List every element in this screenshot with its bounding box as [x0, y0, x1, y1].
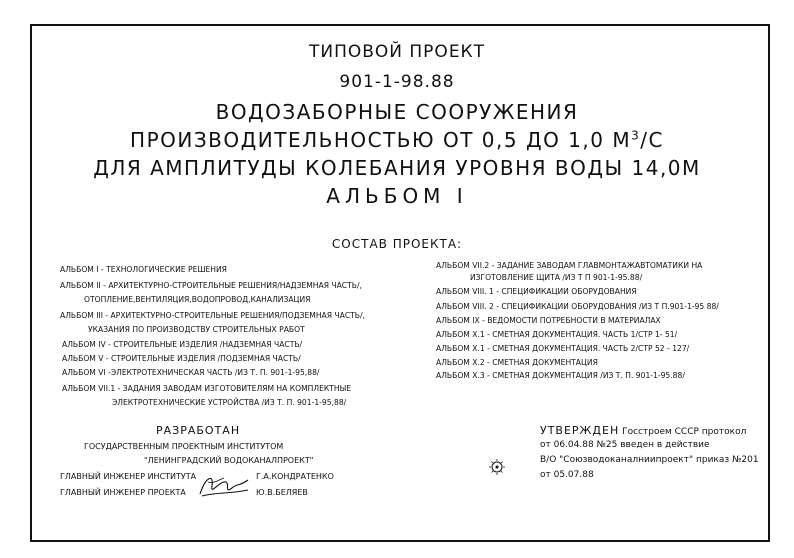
developed-heading: РАЗРАБОТАН [156, 424, 241, 437]
list-item: ОТОПЛЕНИЕ,ВЕНТИЛЯЦИЯ,ВОДОПРОВОД,КАНАЛИЗАЦИЯ [84, 295, 311, 304]
signature [196, 472, 252, 500]
list-item: АЛЬБОМ II - АРХИТЕКТУРНО-СТРОИТЕЛЬНЫЕ РЕШЕНИЯ/НАДЗЕМНАЯ ЧАСТЬ/, [60, 281, 362, 290]
list-item: УКАЗАНИЯ ПО ПРОИЗВОДСТВУ СТРОИТЕЛЬНЫХ РАБОТ [88, 325, 305, 334]
chief-engineer-label: ГЛАВНЫЙ ИНЖЕНЕР ИНСТИТУТА [60, 472, 197, 481]
list-item: АЛЬБОМ VII.2 - ЗАДАНИЕ ЗАВОДАМ ГЛАВМОНТАЖАВТОМАТИКИ НА [436, 261, 703, 270]
list-item: АЛЬБОМ X.2 - СМЕТНАЯ ДОКУМЕНТАЦИЯ [436, 358, 598, 367]
approved-line-4: от 05.07.88 [540, 470, 594, 480]
capacity-exponent: 3 [631, 128, 641, 143]
approved-line-2: от 06.04.88 №25 введен в действие [540, 440, 710, 450]
project-number: 901-1-98.88 [339, 72, 455, 92]
composition-heading: СОСТАВ ПРОЕКТА: [331, 237, 463, 251]
list-item: АЛЬБОМ I - ТЕХНОЛОГИЧЕСКИЕ РЕШЕНИЯ [60, 265, 227, 274]
list-item: АЛЬБОМ X.3 - СМЕТНАЯ ДОКУМЕНТАЦИЯ /ИЗ Т. П. 901-1-95.88/ [436, 371, 685, 380]
list-item: АЛЬБОМ VI -ЭЛЕКТРОТЕХНИЧЕСКАЯ ЧАСТЬ /ИЗ Т. П. 901-1-95,88/ [62, 368, 320, 377]
approved-heading: УТВЕРЖДЕН [540, 424, 620, 437]
approved-line-1 [540, 424, 746, 437]
project-engineer-label: ГЛАВНЫЙ ИНЖЕНЕР ПРОЕКТА [60, 488, 186, 497]
capacity-unit: /С [640, 128, 664, 152]
list-item: АЛЬБОМ IV - СТРОИТЕЛЬНЫЕ ИЗДЕЛИЯ /НАДЗЕМНАЯ ЧАСТЬ/ [62, 340, 303, 349]
list-item: ЭЛЕКТРОТЕХНИЧЕСКИЕ УСТРОЙСТВА /ИЗ Т. П. 901-1-95,88/ [112, 398, 347, 407]
list-item: АЛЬБОМ X.1 - СМЕТНАЯ ДОКУМЕНТАЦИЯ. ЧАСТЬ 1/СТР 1- 51/ [436, 330, 678, 339]
project-name: ВОДОЗАБОРНЫЕ СООРУЖЕНИЯ [215, 100, 579, 124]
approved-line-3: В/О "Союзводоканалниипроект" приказ №201 [540, 455, 759, 465]
capacity-line [0, 128, 794, 152]
list-item: АЛЬБОМ III - АРХИТЕКТУРНО-СТРОИТЕЛЬНЫЕ РЕШЕНИЯ/ПОДЗЕМНАЯ ЧАСТЬ/, [60, 311, 365, 320]
list-item: АЛЬБОМ VIII. 1 - СПЕЦИФИКАЦИИ ОБОРУДОВАНИЯ [436, 287, 637, 296]
amplitude-line: ДЛЯ АМПЛИТУДЫ КОЛЕБАНИЯ УРОВНЯ ВОДЫ 14,0М [93, 156, 701, 180]
document-type: ТИПОВОЙ ПРОЕКТ [308, 42, 486, 62]
list-item: АЛЬБОМ VII.1 - ЗАДАНИЯ ЗАВОДАМ ИЗГОТОВИТЕЛЯМ НА КОМПЛЕКТНЫЕ [62, 384, 352, 393]
stamp-mark [488, 458, 506, 476]
list-item: ИЗГОТОВЛЕНИЕ ЩИТА /ИЗ Т П 901-1-95.88/ [470, 273, 643, 282]
list-item: АЛЬБОМ V - СТРОИТЕЛЬНЫЕ ИЗДЕЛИЯ /ПОДЗЕМНАЯ ЧАСТЬ/ [62, 354, 301, 363]
developer-institute: ГОСУДАРСТВЕННЫМ ПРОЕКТНЫМ ИНСТИТУТОМ [84, 442, 284, 451]
list-item: АЛЬБОМ VIII. 2 - СПЕЦИФИКАЦИИ ОБОРУДОВАНИЯ /ИЗ Т П.901-1-95 88/ [436, 302, 719, 311]
capacity-text: ПРОИЗВОДИТЕЛЬНОСТЬЮ ОТ 0,5 ДО 1,0 М [130, 128, 632, 152]
project-engineer-name: Ю.В.БЕЛЯЕВ [256, 488, 308, 497]
approved-authority: Госстроем СССР протокол [622, 427, 747, 437]
list-item: АЛЬБОМ IX - ВЕДОМОСТИ ПОТРЕБНОСТИ В МАТЕРИАЛАХ [436, 316, 661, 325]
list-item: АЛЬБОМ X.1 - СМЕТНАЯ ДОКУМЕНТАЦИЯ. ЧАСТЬ 2/СТР 52 - 127/ [436, 344, 690, 353]
album-title: АЛЬБОМ I [326, 184, 468, 208]
developer-name: "ЛЕНИНГРАДСКИЙ ВОДОКАНАЛПРОЕКТ" [144, 456, 314, 465]
chief-engineer-name: Г.А.КОНДРАТЕНКО [256, 472, 334, 481]
